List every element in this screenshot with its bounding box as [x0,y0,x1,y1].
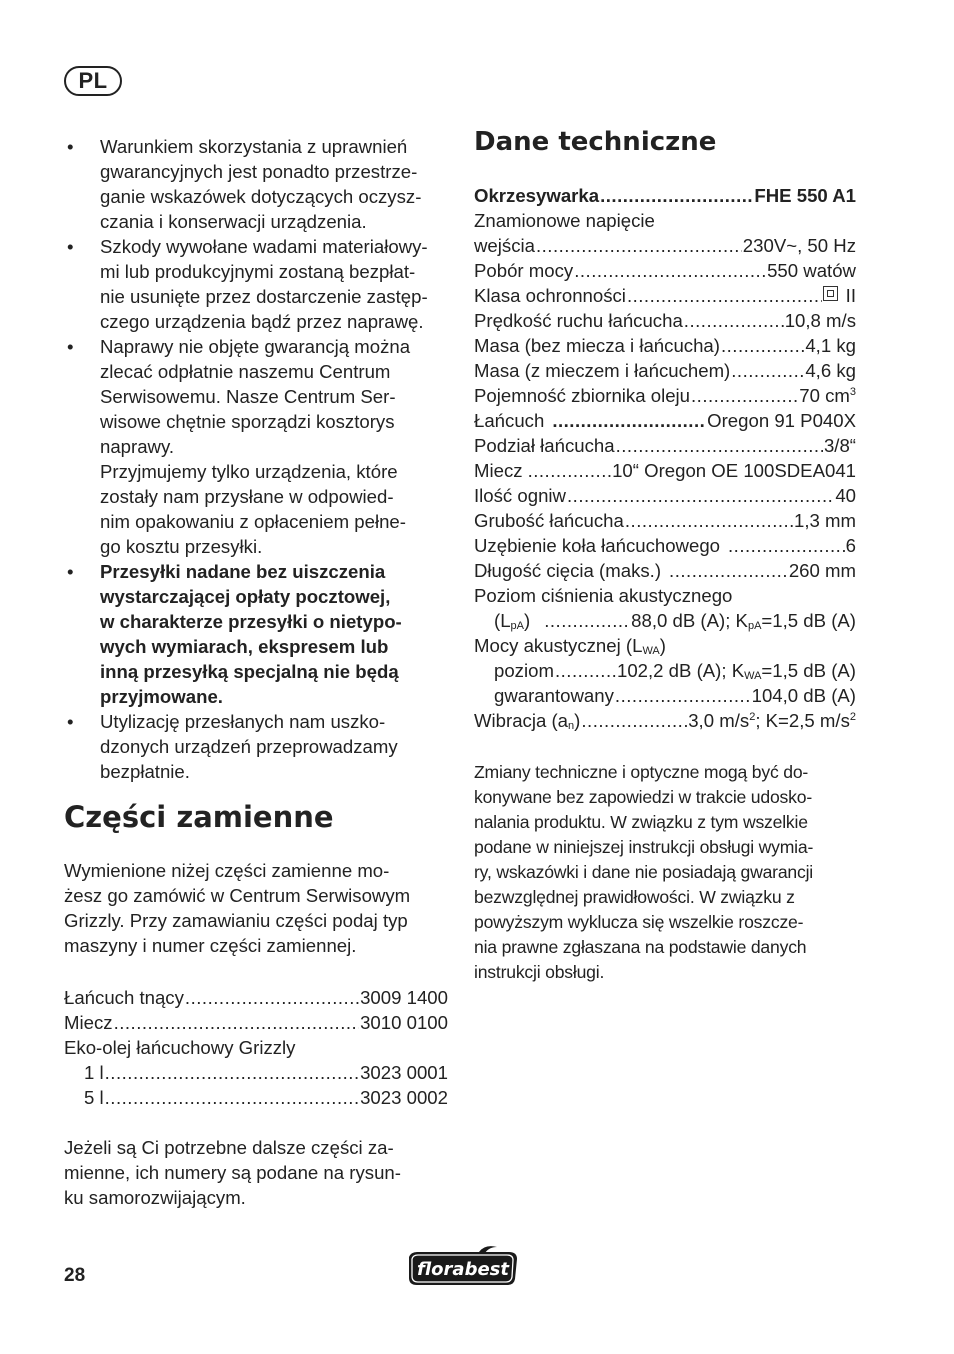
paren: ) [574,710,581,731]
spec-row-sound-power-level [474,658,856,683]
bullet-line: mi lub produkcyjnymi zostaną bezpłat- [100,261,416,282]
outro-line: Jeżeli są Ci potrzebne dalsze części za- [64,1137,394,1158]
spec-value: 4,1 kg [805,335,856,356]
subscript: pA [510,620,525,632]
spare-parts-outro [64,1135,448,1210]
page-number: 28 [64,1265,86,1286]
technical-data-table [474,183,856,733]
spec-label: Uzębienie koła łańcuchowego [474,535,721,556]
intro-line: żesz go zamówić w Centrum Serwisowym [64,885,411,906]
spl-symbol: (L [494,610,511,631]
spec-label-sound-power [474,633,856,658]
spec-label: Łańcuch [474,410,545,431]
bullet-line: ganie wskazówek dotyczących oczysz- [100,186,422,207]
notice-line: powyższym wyklucza się wszelkie roszcze- [474,912,804,932]
part-number: 3010 0100 [360,1012,448,1033]
spec-label: Ilość ogniw [474,485,566,506]
dot-leader [105,1085,359,1110]
part-number: 3009 1400 [360,987,448,1008]
spec-row-cut-length [474,558,856,583]
spec-label: Okrzesywarka [474,185,600,206]
spec-value [617,658,856,683]
spec-value: 3/8“ [823,435,856,456]
spec-label [474,708,580,733]
bullet-line: go kosztu przesyłki. [100,536,263,557]
intro-line: Grizzly. Przy zamawianiu części podaj typ [64,910,408,931]
spec-label: gwarantowany [494,685,614,706]
bullet-line: naprawy. [100,436,175,457]
dot-leader [552,408,706,433]
warranty-conditions-list [64,134,448,784]
spec-row-sprocket [474,533,856,558]
logo-wordmark: florabest [417,1259,509,1280]
paren: ) [659,635,666,656]
spec-value [799,383,856,408]
dot-leader [574,258,766,283]
notice-line: konywane bez zapowiedzi w trakcie udosko- [474,787,812,807]
spec-value: Oregon 91 P040X [707,410,856,431]
spec-value: 550 watów [767,260,856,281]
dot-leader [581,708,687,733]
spec-value [688,708,856,733]
spec-label-voltage: Znamionowe napięcie [474,210,655,231]
spec-label-sound-pressure: Poziom ciśnienia akustycznego [474,585,733,606]
bullet-line: czego urządzenia bądź przez naprawę. [100,311,424,332]
part-name: Łańcuch tnący [64,987,184,1008]
oil-label: Eko-olej łańcuchowy Grizzly [64,1037,296,1058]
spec-label: poziom [494,660,554,681]
notice-line: nia prawne zgłaszana na podstawie danych [474,937,807,957]
spec-value: 260 mm [788,560,856,581]
spec-row-sound-pressure [474,608,856,633]
bullet-symbol: • [67,561,74,582]
spec-row-chain-pitch [474,433,856,458]
protection-class-value: II [845,285,856,306]
dot-leader [528,458,612,483]
part-name: 1 l [84,1062,104,1083]
language-badge [64,66,122,96]
dot-leader [616,433,823,458]
dot-leader [615,683,751,708]
bullet-line: zostały nam przysłane w odpowied- [100,486,394,507]
dot-leader [536,233,742,258]
part-row [64,1085,448,1110]
bullet-line: wych wymiarach, ekspresem lub [100,636,389,657]
spec-value: 230V~, 50 Hz [742,235,856,256]
language-code: PL [78,68,108,93]
dot-leader [728,533,845,558]
notice-line: nalania produktu. W związku z tym wszelkie [474,812,808,832]
notice-line: ry, wskazówki i dane nie posiadają gwarancji [474,862,814,882]
superscript: 2 [749,711,756,723]
spec-value: 40 [835,485,856,506]
bullet-line: Szkody wywołane wadami materiałowy- [100,236,428,257]
bullet-line: Serwisowemu. Nasze Centrum Ser- [100,386,396,407]
notice-line: bezwzględnej prawidłowości. W związku z [474,887,795,907]
spec-label: Masa (bez miecza i łańcucha) [474,335,720,356]
spec-label: wejścia [474,235,535,256]
spec-value [631,608,856,633]
vib-label: Wibracja (a [474,710,569,731]
spec-label: Miecz [474,460,523,481]
bullet-line: wystarczającej opłaty pocztowej, [100,586,391,607]
superscript: 3 [849,386,856,398]
spec-row-mass-without-bar [474,333,856,358]
outro-line: ku samorozwijającym. [64,1187,246,1208]
florabest-logo [405,1245,521,1289]
spec-label: Masa (z mieczem i łańcuchem) [474,360,731,381]
bullet-line: Utylizację przesłanych nam uszko- [100,711,386,732]
spec-value: 4,6 kg [805,360,856,381]
superscript: 2 [849,711,856,723]
dot-leader [691,383,798,408]
bullet-line: czania i konserwacji urządzenia. [100,211,367,232]
spec-value: 10“ Oregon OE 100SDEA041 [612,460,856,481]
spec-label: Grubość łańcucha [474,510,624,531]
dot-leader [600,183,753,208]
vib-value: 3,0 m/s [688,710,750,731]
dot-leader [731,358,804,383]
bullet-line: nim opakowaniu z opłaceniem pełne- [100,511,406,532]
spec-row-voltage [474,233,856,258]
bullet-line: Przyjmujemy tylko urządzenia, które [100,461,398,482]
warranty-bullet-item [64,559,448,709]
bullet-line: wisowe chętnie sporządzi kosztorys [100,411,395,432]
spare-parts-list [64,985,448,1110]
spl-k-value: =1,5 dB (A) [761,610,856,631]
part-name: Miecz [64,1012,113,1033]
spec-row-oil-tank [474,383,856,408]
spec-row-links [474,483,856,508]
warranty-bullet-item [64,709,448,784]
bullet-line: dzonych urządzeń przeprowadzamy [100,736,398,757]
part-name: 5 l [84,1087,104,1108]
spec-label: Klasa ochronności [474,285,626,306]
dot-leader [555,658,616,683]
bullet-line: Naprawy nie objęte gwarancją można [100,336,411,357]
bullet-line: przyjmowane. [100,686,223,707]
dot-leader [114,1010,360,1035]
spare-parts-heading: Części zamienne [64,800,334,834]
spec-value [823,283,856,308]
bullet-line: bezpłatnie. [100,761,190,782]
spec-row-chain-speed [474,308,856,333]
part-number: 3023 0001 [360,1062,448,1083]
spec-value: 104,0 dB (A) [751,685,856,706]
spare-parts-intro [64,858,448,958]
warranty-bullet-item [64,234,448,334]
bullet-line: zlecać odpłatnie naszemu Centrum [100,361,391,382]
bullet-line: w charakterze przesyłki o nietypo- [100,611,402,632]
part-number: 3023 0002 [360,1087,448,1108]
spec-label: Pojemność zbiornika oleju [474,385,691,406]
notice-line: podane w niniejszej instrukcji obsługi wymia- [474,837,814,857]
dot-leader [721,333,804,358]
spec-row-mass-with-bar [474,358,856,383]
spec-label: Prędkość ruchu łańcucha [474,310,683,331]
bullet-symbol: • [67,336,74,357]
spec-value: 10,8 m/s [784,310,856,331]
part-row [64,985,448,1010]
swl-k-value: =1,5 dB (A) [761,660,856,681]
warranty-bullet-item [64,334,448,559]
spec-row-bar [474,458,856,483]
spec-label [494,608,530,633]
dot-leader [625,508,793,533]
spec-row-sound-power-guaranteed [474,683,856,708]
dot-leader [627,283,822,308]
part-row [64,1010,448,1035]
bullet-line: Przesyłki nadane bez uiszczenia [100,561,386,582]
bullet-symbol: • [67,236,74,257]
spec-value: 1,3 mm [794,510,856,531]
dot-leader [105,1060,359,1085]
outro-line: mienne, ich numery są podane na rysun- [64,1162,401,1183]
bullet-line: inną przesyłką specjalną nie będą [100,661,399,682]
subscript: WA [744,670,762,682]
subscript: WA [642,645,660,657]
protection-class-ii-icon [823,286,838,301]
spec-label: Długość cięcia (maks.) [474,560,662,581]
dot-leader [684,308,784,333]
spec-row-protection-class [474,283,856,308]
tank-value: 70 cm [799,385,850,406]
spec-value: FHE 550 A1 [754,185,856,206]
swl-value: 102,2 dB (A); K [616,660,745,681]
bullet-symbol: • [67,711,74,732]
bullet-line: nie usunięte przez dostarczenie zastęp- [100,286,428,307]
notice-line: Zmiany techniczne i optyczne mogą być do- [474,762,809,782]
technical-changes-notice [474,760,858,985]
spec-row-model [474,183,856,208]
intro-line: Wymienione niżej części zamienne mo- [64,860,390,881]
dot-leader [185,985,359,1010]
dot-leader [669,558,788,583]
spec-row-chain [474,408,856,433]
part-row [64,1060,448,1085]
paren: ) [524,610,531,631]
subscript: n [568,720,575,732]
bullet-symbol: • [67,136,74,157]
spec-row-vibration [474,708,856,733]
notice-line: instrukcji obsługi. [474,962,605,982]
dot-leader [544,608,630,633]
spec-label: Podział łańcucha [474,435,615,456]
intro-line: maszyny i numer części zamiennej. [64,935,357,956]
vib-k-value: ; K=2,5 m/s [755,710,850,731]
bullet-line: Warunkiem skorzystania z uprawnień [100,136,408,157]
spec-value: 6 [845,535,856,556]
spl-value: 88,0 dB (A); K [631,610,748,631]
technical-data-heading: Dane techniczne [474,127,717,157]
spec-row-chain-gauge [474,508,856,533]
spec-row-power [474,258,856,283]
swl-label: Mocy akustycznej (L [474,635,643,656]
warranty-bullet-item [64,134,448,234]
bullet-line: gwarancyjnych jest ponadto przestrze- [100,161,418,182]
spec-label: Pobór mocy [474,260,574,281]
dot-leader [567,483,834,508]
subscript: pA [747,620,762,632]
